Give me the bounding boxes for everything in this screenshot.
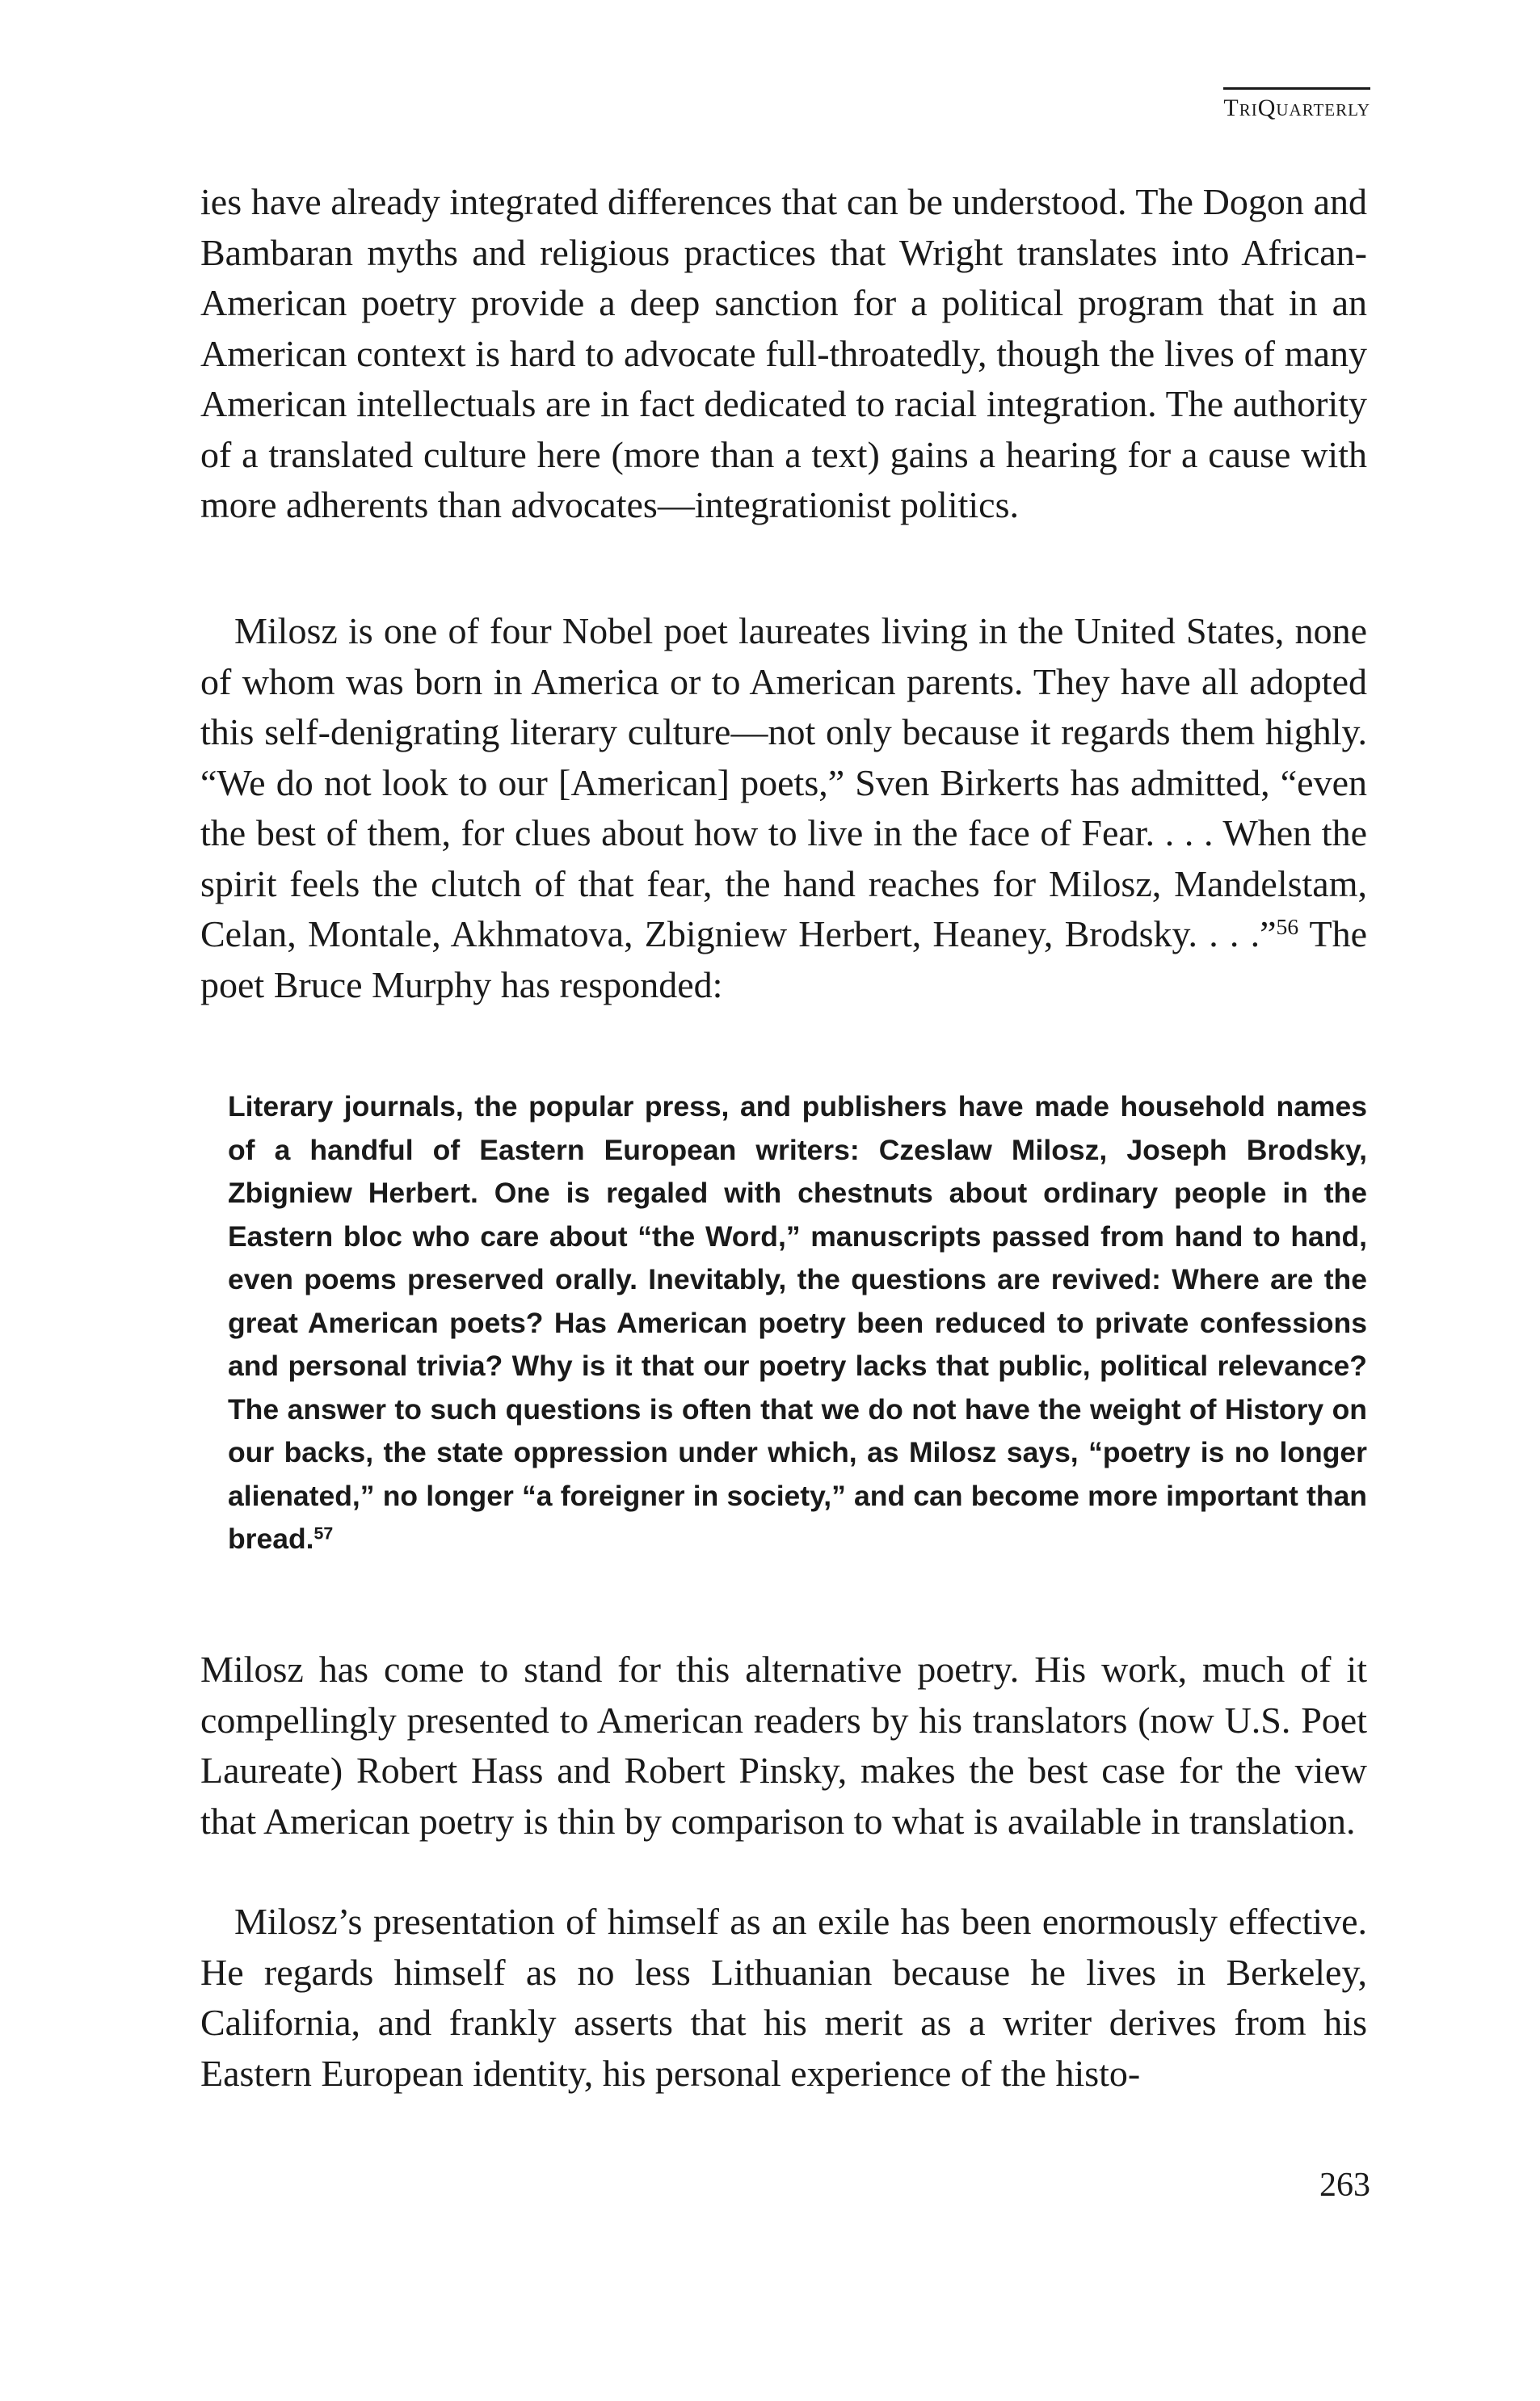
body-paragraph bbox=[200, 606, 1367, 1010]
running-head: TriQuarterly bbox=[1223, 87, 1370, 122]
body-paragraph: ies have already integrated differences that can be understood. The Dogon and Bambaran myths and religious practices that Wright translates into African-American poetry provide a deep sanction for a political program that in an American context is hard to advocate full-throatedly, though the lives of many American intellectuals are in fact dedicated to racial integration. The authority of a translated culture here (more than a text) gains a hearing for a cause with more adherents than advocates—integrationist politics. bbox=[200, 181, 1367, 525]
footnote-reference: 57 bbox=[313, 1523, 334, 1544]
page-number: 263 bbox=[1319, 2167, 1370, 2204]
body-paragraph: Milosz’s presentation of himself as an exile has been enormously effective. He regards himself as no less Lithuanian because he lives in Berkeley, California, and frankly asserts that his merit as a writer derives from his Eastern European identity, his personal experience of the histo- bbox=[200, 1901, 1367, 2094]
block-quote bbox=[228, 1085, 1367, 1561]
block-quote-text: Literary journals, the popular press, and publishers have made household names of a handful of Eastern European writers: Czeslaw Milosz, Joseph Brodsky, Zbigniew Herbert. One is regaled with chestnuts about ordinary people in the Eastern bloc who care about “the Word,” manuscripts passed from hand to hand, even poems preserved orally. Inevitably, the questions are revived: Where are the great American poets? Has American poetry been reduced to private confessions and personal trivia? Why is it that our poetry lacks that public, political relevance? The answer to such questions is often that we do not have the weight of History on our backs, the state oppression under which, as Milosz says, “poetry is no longer alienated,” no longer “a foreigner in society,” and can become more important than bread. bbox=[228, 1090, 1367, 1555]
body-paragraph: Milosz has come to stand for this alternative poetry. His work, much of it compellingly presented to American readers by his translators (now U.S. Poet Laureate) Robert Hass and Robert Pinsky, makes the best case for the view that American poetry is thin by comparison to what is available in translation. bbox=[200, 1649, 1367, 1842]
paragraph-text: Milosz is one of four Nobel poet laureates living in the United States, none of whom was born in America or to American parents. They have all adopted this self-denigrating literary culture—not only because it regards them highly. “We do not look to our [American] poets,” Sven Birkerts has admitted, “even the best of them, for clues about how to live in the face of Fear. . . . When the spirit feels the clutch of that fear, the hand reaches for Milosz, Mandelstam, Celan, Montale, Akhmatova, Zbigniew Herbert, Heaney, Brodsky. . . .” bbox=[200, 610, 1367, 954]
footnote-reference: 56 bbox=[1276, 913, 1299, 939]
paragraph-text: The poet Bruce Murphy has responded: bbox=[200, 913, 1368, 1005]
